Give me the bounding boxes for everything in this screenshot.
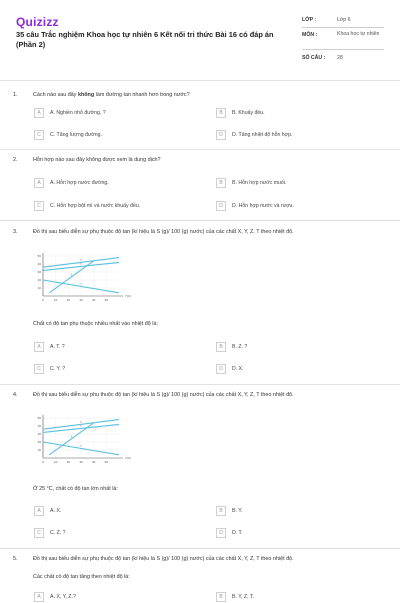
series-label: Z bbox=[70, 273, 73, 277]
answer-option[interactable] bbox=[34, 178, 199, 189]
answer-option[interactable] bbox=[216, 178, 381, 189]
x-tick-label: 10 bbox=[53, 298, 58, 302]
meta-label: LỚP : bbox=[302, 17, 317, 23]
series-label: X bbox=[80, 259, 82, 263]
question-text-part: Cách nào sau đây bbox=[33, 92, 78, 98]
x-unit-label: t°(C) bbox=[124, 456, 132, 460]
y-tick-label: 20 bbox=[37, 440, 41, 444]
option-letter: D bbox=[216, 528, 226, 538]
question-divider bbox=[0, 548, 400, 549]
x-tick-label: 40 bbox=[91, 460, 96, 464]
meta-value: Khoa học tự nhiên bbox=[337, 31, 380, 37]
question-number: 5. bbox=[13, 556, 18, 562]
option-letter: B bbox=[216, 108, 226, 118]
question-text: Đồ thị sau biểu diễn sự phụ thuộc độ tan (kí hiệu là S (g)/ 100 (g) nước) của các chất X, Y, Z, T theo nhiệt độ. bbox=[33, 392, 294, 398]
option-letter: A bbox=[34, 178, 44, 188]
quizizz-logo[interactable]: Quizizz bbox=[16, 15, 59, 29]
option-letter: B bbox=[216, 592, 226, 602]
series-label: T bbox=[80, 445, 82, 449]
option-letter: B bbox=[216, 178, 226, 188]
question-subtext: Chất có độ tan phụ thuộc nhiều nhất vào nhiệt độ là: bbox=[33, 321, 158, 327]
meta-value: 28 bbox=[337, 55, 343, 61]
x-tick-label: 50 bbox=[104, 298, 109, 302]
solubility-graph-svg bbox=[33, 414, 132, 466]
header-divider bbox=[0, 80, 400, 81]
x-tick-label: 30 bbox=[79, 298, 83, 302]
series-label: Y bbox=[80, 425, 82, 429]
meta-row-mon bbox=[302, 28, 384, 50]
x-tick-label: 20 bbox=[66, 460, 71, 464]
y-tick-label: 20 bbox=[37, 278, 41, 282]
option-text: D. Hỗn hợp nước và rượu. bbox=[232, 203, 294, 209]
answer-option[interactable] bbox=[34, 506, 199, 517]
answer-option[interactable] bbox=[34, 528, 199, 539]
question-divider bbox=[0, 384, 400, 385]
meta-value: Lớp 6 bbox=[337, 17, 351, 23]
quiz-meta bbox=[302, 14, 384, 66]
question-subtext: Các chất có độ tan tăng theo nhiệt độ là: bbox=[33, 574, 130, 580]
y-tick-label: 30 bbox=[37, 432, 41, 436]
question-divider bbox=[0, 220, 400, 221]
y-tick-label: 40 bbox=[37, 424, 41, 428]
meta-row-lop bbox=[302, 14, 384, 28]
answer-option[interactable] bbox=[34, 592, 199, 603]
option-text: D. T. bbox=[232, 530, 243, 536]
header bbox=[0, 0, 400, 80]
option-text: D. X. bbox=[232, 366, 244, 372]
y-tick-label: 50 bbox=[37, 254, 41, 258]
option-letter: A bbox=[34, 506, 44, 516]
option-text: A. T. ? bbox=[50, 344, 65, 350]
answer-option[interactable] bbox=[34, 201, 199, 212]
answer-option[interactable] bbox=[216, 201, 381, 212]
option-letter: B bbox=[216, 342, 226, 352]
question-number: 2. bbox=[13, 157, 18, 163]
question-number: 3. bbox=[13, 229, 18, 235]
question-text: Đồ thị sau biểu diễn sự phụ thuộc độ tan (kí hiệu là S (g)/ 100 (g) nước) của các chất X, Y, Z, T theo nhiệt độ. bbox=[33, 229, 294, 235]
meta-row-so-cau bbox=[302, 50, 384, 66]
series-label: T bbox=[80, 283, 82, 287]
x-tick-label: 50 bbox=[104, 460, 109, 464]
option-letter: A bbox=[34, 108, 44, 118]
answer-option[interactable] bbox=[216, 108, 381, 119]
option-text: C. Y. ? bbox=[50, 366, 66, 372]
option-letter: B bbox=[216, 506, 226, 516]
series-label: Z bbox=[70, 435, 73, 439]
option-text: B. Hỗn hợp nước muối. bbox=[232, 180, 287, 186]
option-text: A. X, Y, Z.? bbox=[50, 594, 76, 600]
quiz-title: 35 câu Trắc nghiệm Khoa học tự nhiên 6 Kết nối tri thức Bài 16 có đáp án (Phần 2) bbox=[16, 30, 274, 49]
option-letter: A bbox=[34, 342, 44, 352]
solubility-graph bbox=[33, 414, 132, 466]
question-text bbox=[33, 92, 190, 98]
y-tick-label: 10 bbox=[37, 448, 41, 452]
option-letter: D bbox=[216, 201, 226, 211]
question-subtext: Ở 25 °C, chất có độ tan lớn nhất là: bbox=[33, 486, 118, 492]
x-tick-label: 10 bbox=[53, 460, 58, 464]
option-letter: C bbox=[34, 130, 44, 140]
answer-option[interactable] bbox=[216, 364, 381, 375]
option-text: C. Z. ? bbox=[50, 530, 66, 536]
option-text: D. Tăng nhiệt độ hỗn hợp. bbox=[232, 132, 293, 138]
answer-option[interactable] bbox=[216, 528, 381, 539]
question-number: 4. bbox=[13, 392, 18, 398]
meta-label: MÔN : bbox=[302, 32, 318, 38]
option-text: A. Hỗn hợp nước đường. bbox=[50, 180, 109, 186]
series-label: Y bbox=[80, 263, 82, 267]
answer-option[interactable] bbox=[216, 130, 381, 141]
x-tick-label: 20 bbox=[66, 298, 71, 302]
x-unit-label: t°(C) bbox=[124, 294, 132, 298]
option-letter: C bbox=[34, 364, 44, 374]
question-text: Đồ thị sau biểu diễn sự phụ thuộc độ tan (kí hiệu là S (g)/ 100 (g) nước) của các chất X, Y, Z, T theo nhiệt độ. bbox=[33, 556, 294, 562]
question-divider bbox=[0, 149, 400, 150]
option-text: B. Z. ? bbox=[232, 344, 248, 350]
question-text: Hỗn hợp nào sau đây không được xem là dung dịch? bbox=[33, 157, 161, 163]
answer-option[interactable] bbox=[216, 592, 381, 603]
option-letter: C bbox=[34, 201, 44, 211]
y-tick-label: 10 bbox=[37, 286, 41, 290]
question-number: 1. bbox=[13, 92, 18, 98]
option-text: A. Nghiền nhỏ đường. ? bbox=[50, 110, 106, 116]
y-tick-label: 50 bbox=[37, 416, 41, 420]
y-tick-label: 30 bbox=[37, 270, 41, 274]
x-tick-label: 40 bbox=[91, 298, 96, 302]
option-text: B. Khuấy đều. bbox=[232, 110, 265, 116]
solubility-graph-svg bbox=[33, 252, 132, 304]
series-label: X bbox=[80, 421, 82, 425]
answer-option[interactable] bbox=[216, 342, 381, 353]
option-text: C. Hỗn hợp bột mì và nước khuấy đều. bbox=[50, 203, 141, 209]
x-tick-label: 30 bbox=[79, 460, 83, 464]
option-letter: D bbox=[216, 130, 226, 140]
question-text-emphasis: không bbox=[77, 92, 95, 98]
x-tick-label: 0 bbox=[42, 460, 44, 464]
answer-option[interactable] bbox=[34, 364, 199, 375]
option-letter: D bbox=[216, 364, 226, 374]
answer-option[interactable] bbox=[34, 130, 199, 141]
y-tick-label: 40 bbox=[37, 262, 41, 266]
x-tick-label: 0 bbox=[42, 298, 44, 302]
answer-option[interactable] bbox=[216, 506, 381, 517]
answer-option[interactable] bbox=[34, 108, 199, 119]
option-text: B. Y. bbox=[232, 508, 243, 514]
option-letter: A bbox=[34, 592, 44, 602]
meta-label: SỐ CÂU : bbox=[302, 55, 326, 61]
option-text: C. Tăng lượng đường. bbox=[50, 132, 103, 138]
answer-option[interactable] bbox=[34, 342, 199, 353]
option-text: A. X. bbox=[50, 508, 62, 514]
option-letter: C bbox=[34, 528, 44, 538]
option-text: B. Y, Z, T. bbox=[232, 594, 254, 600]
question-text-part: làm đường tan nhanh hơn trong nước? bbox=[94, 92, 190, 98]
solubility-graph bbox=[33, 252, 132, 304]
